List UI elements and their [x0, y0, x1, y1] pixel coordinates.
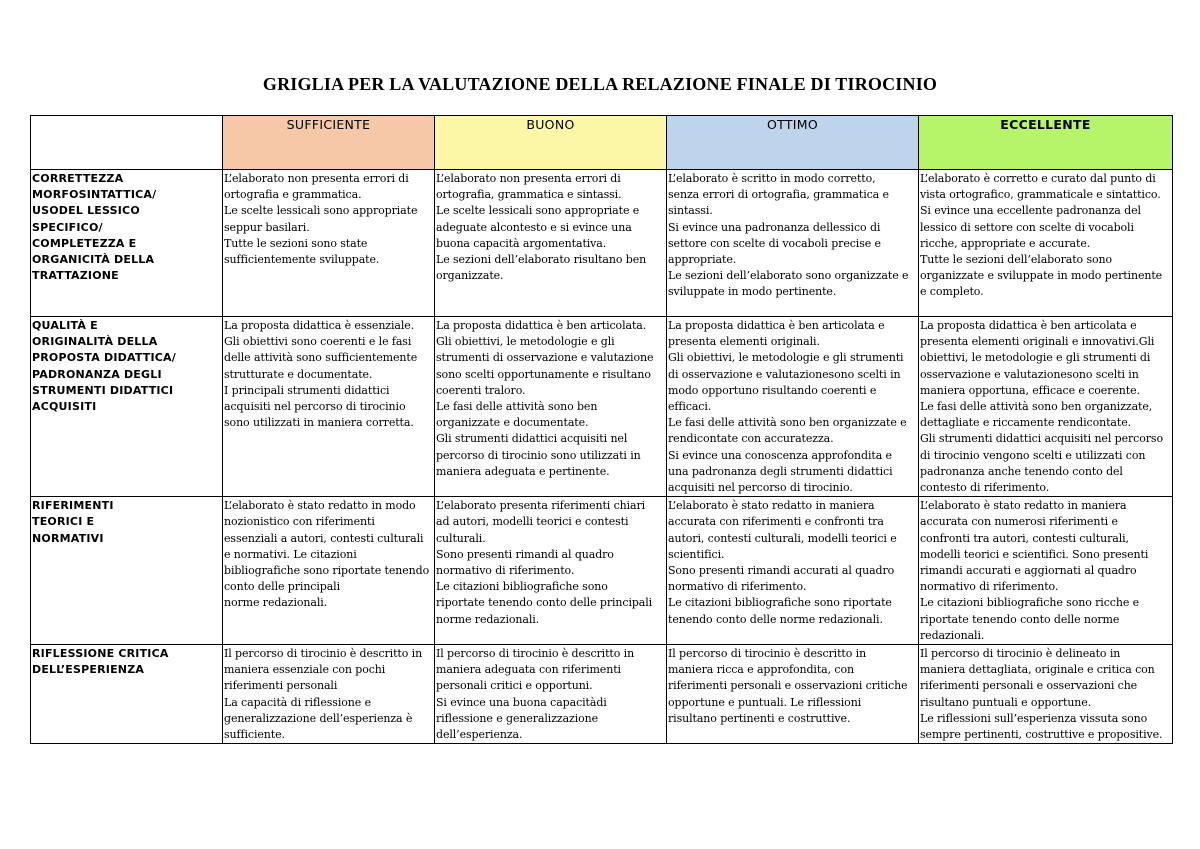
descriptor-line: riferimenti personali e osservazioni critiche — [668, 679, 908, 693]
descriptor-line: Le fasi delle attività sono ben — [436, 400, 598, 414]
descriptor-line: L’elaborato è stato redatto in maniera — [920, 499, 1127, 513]
descriptor-line: Si evince una eccellente padronanza del — [920, 204, 1141, 218]
descriptor-line: appropriate. — [668, 253, 737, 267]
descriptor-cell-buono — [435, 170, 667, 317]
descriptor-line: risultano pertinenti e costruttive. — [668, 711, 851, 725]
descriptor-line: rimandi accurati e aggiornati al quadro — [920, 564, 1137, 578]
descriptor-cell-sufficiente — [223, 497, 435, 645]
descriptor-line: L’elaborato non presenta errori di — [224, 172, 409, 185]
descriptor-line: ortografia e grammatica. — [224, 188, 362, 202]
criterion-line: TRATTAZIONE — [32, 269, 119, 283]
descriptor-line: L’elaborato presenta riferimenti chiari — [436, 499, 646, 513]
descriptor-line: Il percorso di tirocinio è descritto in — [668, 647, 867, 661]
descriptor-line: Tutte le sezioni dell’elaborato sono — [920, 253, 1113, 267]
descriptor-line: redazionali. — [920, 628, 985, 642]
descriptor-line: lessico di settore con scelte di vocaboli — [920, 220, 1134, 234]
descriptor-line: essenziali a autori, contesti culturali — [224, 531, 424, 545]
descriptor-line: Le citazioni bibliografiche sono — [436, 580, 608, 594]
descriptor-line: riportate tenendo conto delle norme — [920, 612, 1120, 626]
level-header-sufficiente: SUFFICIENTE — [223, 116, 435, 170]
descriptor-cell-ottimo — [667, 645, 919, 744]
descriptor-line: Le sezioni dell’elaborato sono organizzate e — [668, 269, 909, 283]
descriptor-line: rendicontate con accuratezza. — [668, 432, 834, 446]
descriptor-line: culturali. — [436, 531, 486, 545]
descriptor-cell-sufficiente — [223, 317, 435, 497]
descriptor-line: L’elaborato non presenta errori di — [436, 172, 621, 185]
descriptor-line: normativo di riferimento. — [668, 580, 807, 594]
descriptor-line: L’elaborato è stato redatto in maniera — [668, 499, 875, 513]
descriptor-line: La proposta didattica è essenziale. — [224, 319, 415, 332]
descriptor-line: contesto di riferimento. — [920, 481, 1050, 495]
criterion-label — [31, 170, 223, 317]
criterion-line: CORRETTEZZA — [32, 172, 124, 185]
criterion-line: STRUMENTI DIDATTICI — [32, 383, 174, 397]
criterion-label — [31, 497, 223, 645]
criterion-line: RIFLESSIONE CRITICA — [32, 647, 169, 661]
header-row — [31, 116, 1173, 170]
descriptor-line: delle attività sono sufficientemente — [224, 351, 418, 365]
criterion-line: PROPOSTA DIDATTICA/ — [32, 351, 176, 365]
descriptor-line: L’elaborato è stato redatto in modo — [224, 499, 416, 513]
descriptor-line: senza errori di ortografia, grammatica e — [668, 188, 889, 202]
descriptor-line: Le riflessioni sull’esperienza vissuta sono — [920, 711, 1148, 725]
descriptor-line: acquisiti nel percorso di tirocinio — [224, 400, 406, 414]
descriptor-line: sono scelti opportunamente e risultano — [436, 367, 651, 381]
descriptor-line: tenendo conto delle norme redazionali. — [668, 612, 883, 626]
descriptor-line: accurata con numerosi riferimenti e — [920, 515, 1118, 529]
descriptor-cell-eccellente — [919, 317, 1173, 497]
criterion-line: COMPLETEZZA E — [32, 236, 137, 250]
descriptor-cell-sufficiente — [223, 170, 435, 317]
descriptor-line: percorso di tirocinio sono utilizzati in — [436, 448, 641, 462]
descriptor-line: riportate tenendo conto delle principali — [436, 596, 653, 610]
descriptor-line: seppur basilari. — [224, 220, 310, 234]
descriptor-line: Le citazioni bibliografiche sono ricche e — [920, 596, 1140, 610]
descriptor-line: sono utilizzati in maniera corretta. — [224, 416, 414, 430]
descriptor-line: autori, contesti culturali, modelli teorici e — [668, 531, 897, 545]
criterion-line: NORMATIVI — [32, 531, 104, 545]
descriptor-line: generalizzazione dell’esperienza è — [224, 711, 413, 725]
descriptor-line: una padronanza degli strumenti didattici — [668, 464, 893, 478]
descriptor-line: ricche, appropriate e accurate. — [920, 236, 1091, 250]
criterion-row — [31, 645, 1173, 744]
descriptor-line: sviluppate in modo pertinente. — [668, 285, 837, 299]
descriptor-line: Gli strumenti didattici acquisiti nel — [436, 432, 628, 446]
criterion-line: PADRONANZA DEGLI — [32, 367, 162, 381]
criterion-line: ACQUISITI — [32, 400, 97, 414]
criterion-line: MORFOSINTATTICA/ — [32, 188, 157, 202]
descriptor-line: sintassi. — [668, 204, 713, 218]
descriptor-line: buona capacità argomentativa. — [436, 236, 607, 250]
descriptor-line: maniera opportuna, efficace e coerente. — [920, 383, 1140, 397]
descriptor-line: L’elaborato è scritto in modo corretto, — [668, 172, 876, 185]
descriptor-line: Le scelte lessicali sono appropriate e — [436, 204, 640, 218]
descriptor-line: Le fasi delle attività sono ben organizzate, — [920, 400, 1153, 414]
descriptor-line: Gli obiettivi sono coerenti e le fasi — [224, 335, 412, 349]
descriptor-cell-ottimo — [667, 317, 919, 497]
descriptor-line: personali critici e opportuni. — [436, 679, 593, 693]
criterion-row — [31, 170, 1173, 317]
descriptor-line: nozionistico con riferimenti — [224, 515, 375, 529]
descriptor-line: vista ortografico, grammaticale e sintattico. — [920, 188, 1161, 202]
criterion-line: ORGANICITÀ DELLA — [32, 253, 155, 267]
descriptor-line: dettagliate e riccamente rendicontate. — [920, 416, 1132, 430]
descriptor-line: di osservazione e valutazionesono scelti in — [668, 367, 901, 381]
descriptor-line: organizzate. — [436, 269, 504, 283]
criterion-line: TEORICI E — [32, 515, 95, 529]
descriptor-cell-buono — [435, 497, 667, 645]
criterion-row — [31, 317, 1173, 497]
descriptor-line: presenta elementi originali. — [668, 335, 820, 349]
descriptor-line: Le scelte lessicali sono appropriate — [224, 204, 418, 218]
descriptor-line: La proposta didattica è ben articolata. — [436, 319, 647, 332]
descriptor-line: ortografia, grammatica e sintassi. — [436, 188, 622, 202]
criterion-line: QUALITÀ E — [32, 319, 98, 332]
descriptor-line: riferimenti personali e osservazioni che — [920, 679, 1138, 693]
descriptor-line: opportune e puntuali. Le riflessioni — [668, 695, 862, 709]
descriptor-line: bibliografiche sono riportate tenendo — [224, 564, 430, 578]
descriptor-line: sempre pertinenti, costruttive e propositive. — [920, 728, 1163, 742]
descriptor-cell-eccellente — [919, 497, 1173, 645]
criterion-row — [31, 497, 1173, 645]
criterion-line: ORIGINALITÀ DELLA — [32, 335, 158, 349]
descriptor-cell-ottimo — [667, 497, 919, 645]
criterion-label — [31, 317, 223, 497]
descriptor-line: organizzate e sviluppate in modo pertinente — [920, 269, 1163, 283]
descriptor-line: L’elaborato è corretto e curato dal punto di — [920, 172, 1156, 185]
descriptor-line: coerenti traloro. — [436, 383, 526, 397]
descriptor-line: scientifici. — [668, 547, 725, 561]
descriptor-cell-sufficiente — [223, 645, 435, 744]
descriptor-line: Il percorso di tirocinio è delineato in — [920, 647, 1121, 661]
level-header-buono: BUONO — [435, 116, 667, 170]
descriptor-line: osservazione e valutazionesono scelti in — [920, 367, 1139, 381]
descriptor-line: maniera essenziale con pochi — [224, 663, 386, 677]
header-corner-cell — [31, 116, 223, 170]
descriptor-line: accurata con riferimenti e confronti tra — [668, 515, 884, 529]
descriptor-line: maniera adeguata e pertinente. — [436, 464, 610, 478]
descriptor-line: di tirocinio vengono scelti e utilizzati con — [920, 448, 1146, 462]
descriptor-line: La capacità di riflessione e — [224, 695, 371, 709]
descriptor-cell-ottimo — [667, 170, 919, 317]
descriptor-line: Sono presenti rimandi al quadro — [436, 547, 614, 561]
descriptor-line: modo opportuno risultando coerenti e — [668, 383, 877, 397]
criterion-line: USODEL LESSICO — [32, 204, 140, 218]
descriptor-line: e normativi. Le citazioni — [224, 547, 357, 561]
descriptor-line: Gli obiettivi, le metodologie e gli strumenti — [668, 351, 904, 365]
descriptor-line: obiettivi, le metodologie e gli strumenti di — [920, 351, 1151, 365]
criterion-line: RIFERIMENTI — [32, 499, 114, 513]
descriptor-line: Tutte le sezioni sono state — [224, 236, 368, 250]
descriptor-line: adeguate alcontesto e si evince una — [436, 220, 632, 234]
descriptor-line: Le sezioni dell’elaborato risultano ben — [436, 253, 647, 267]
descriptor-line: Si evince una padronanza dellessico di — [668, 220, 881, 234]
descriptor-line: riferimenti personali — [224, 679, 338, 693]
descriptor-line: Le fasi delle attività sono ben organizzate e — [668, 416, 907, 430]
descriptor-line: Gli strumenti didattici acquisiti nel percorso — [920, 432, 1163, 446]
descriptor-line: riflessione e generalizzazione — [436, 711, 599, 725]
descriptor-line: sufficiente. — [224, 728, 285, 742]
descriptor-line: La proposta didattica è ben articolata e — [920, 319, 1137, 332]
descriptor-line: normativo di riferimento. — [920, 580, 1059, 594]
descriptor-line: ad autori, modelli teorici e contesti — [436, 515, 629, 529]
descriptor-line: Si evince una buona capacitàdi — [436, 695, 607, 709]
descriptor-line: maniera adeguata con riferimenti — [436, 663, 621, 677]
descriptor-line: e completo. — [920, 285, 984, 299]
descriptor-line: Le citazioni bibliografiche sono riportate — [668, 596, 892, 610]
descriptor-line: Si evince una conoscenza approfondita e — [668, 448, 892, 462]
descriptor-line: presenta elementi originali e innovativi.Gli — [920, 335, 1155, 349]
criterion-label — [31, 645, 223, 744]
descriptor-line: dell’esperienza. — [436, 728, 523, 742]
criterion-line: DELL’ESPERIENZA — [32, 663, 145, 677]
descriptor-line: risultano puntuali e opportune. — [920, 695, 1092, 709]
page-title: GRIGLIA PER LA VALUTAZIONE DELLA RELAZIONE FINALE DI TIROCINIO — [262, 74, 938, 94]
descriptor-line: La proposta didattica è ben articolata e — [668, 319, 885, 332]
descriptor-line: I principali strumenti didattici — [224, 383, 390, 397]
level-header-eccellente: ECCELLENTE — [919, 116, 1173, 170]
descriptor-line: modelli teorici e scientifici. Sono presenti — [920, 547, 1149, 561]
descriptor-cell-eccellente — [919, 645, 1173, 744]
descriptor-line: settore con scelte di vocaboli precise e — [668, 236, 881, 250]
descriptor-line: organizzate e documentate. — [436, 416, 589, 430]
descriptor-line: strumenti di osservazione e valutazione — [436, 351, 654, 365]
descriptor-line: confronti tra autori, contesti culturali, — [920, 531, 1129, 545]
descriptor-line: normativo di riferimento. — [436, 564, 575, 578]
descriptor-cell-buono — [435, 645, 667, 744]
descriptor-line: norme redazionali. — [436, 612, 540, 626]
descriptor-line: Il percorso di tirocinio è descritto in — [436, 647, 635, 661]
descriptor-line: conto delle principali — [224, 580, 341, 594]
descriptor-line: maniera dettagliata, originale e critica con — [920, 663, 1155, 677]
level-header-ottimo: OTTIMO — [667, 116, 919, 170]
evaluation-grid — [30, 115, 1173, 744]
descriptor-line: maniera ricca e approfondita, con — [668, 663, 854, 677]
descriptor-line: padronanza anche tenendo conto del — [920, 464, 1123, 478]
descriptor-line: acquisiti nel percorso di tirocinio. — [668, 481, 853, 495]
descriptor-line: strutturate e documentate. — [224, 367, 373, 381]
descriptor-line: Gli obiettivi, le metodologie e gli — [436, 335, 615, 349]
descriptor-line: norme redazionali. — [224, 596, 328, 610]
descriptor-line: sufficientemente sviluppate. — [224, 253, 380, 267]
descriptor-cell-buono — [435, 317, 667, 497]
descriptor-cell-eccellente — [919, 170, 1173, 317]
descriptor-line: Sono presenti rimandi accurati al quadro — [668, 564, 895, 578]
criterion-line: SPECIFICO/ — [32, 220, 103, 234]
descriptor-line: Il percorso di tirocinio è descritto in — [224, 647, 423, 661]
descriptor-line: efficaci. — [668, 400, 712, 414]
